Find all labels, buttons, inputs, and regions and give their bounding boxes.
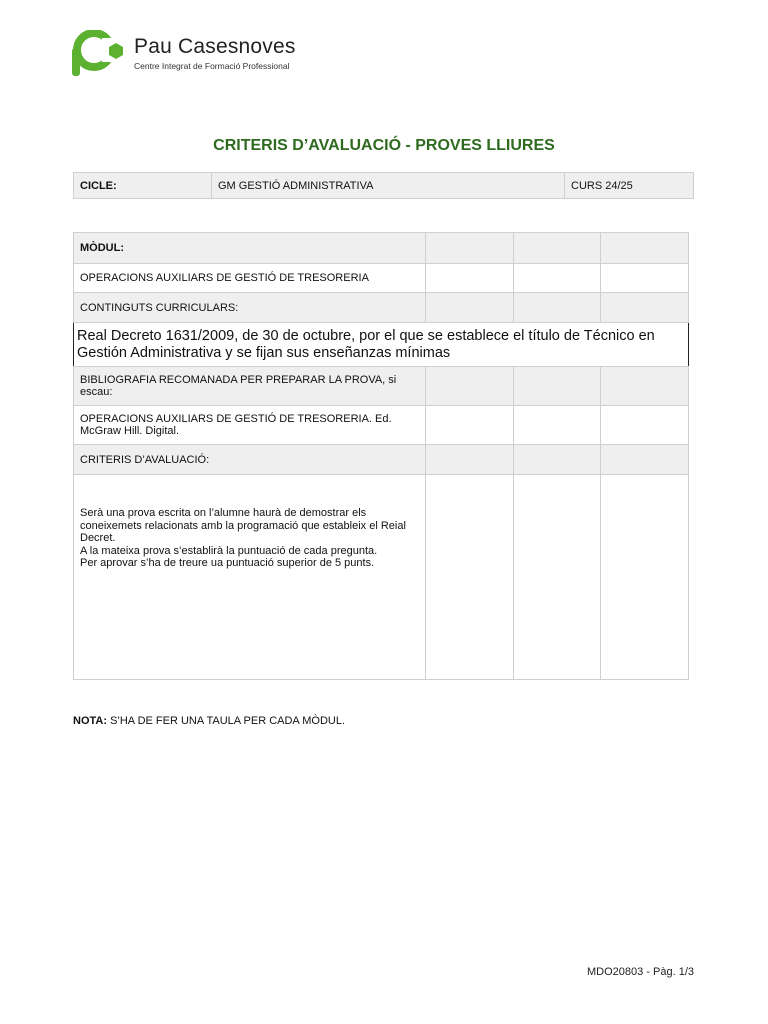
document-title: CRITERIS D’AVALUACIÓ - PROVES LLIURES — [213, 137, 555, 154]
bibliografia-value: OPERACIONS AUXILIARS DE GESTIÓ DE TRESORERIA. Ed. McGraw Hill. Digital. — [74, 406, 426, 445]
nota-label: NOTA: — [73, 715, 108, 727]
cicle-table — [73, 172, 694, 199]
pau-casesnoves-logo-icon — [72, 30, 128, 78]
curs-value: CURS 24/25 — [565, 173, 694, 199]
cicle-value: GM GESTIÓ ADMINISTRATIVA — [212, 173, 565, 199]
nota-note — [73, 715, 345, 727]
page-footer: MDO20803 - Pàg. 1/3 — [586, 966, 694, 978]
logo-name: Pau Casesnoves — [134, 35, 296, 58]
modul-label: MÒDUL: — [74, 233, 426, 264]
criteris-label: CRITERIS D’AVALUACIÓ: — [74, 445, 426, 475]
cicle-label: CICLE: — [74, 173, 212, 199]
continguts-value: Real Decreto 1631/2009, de 30 de octubre, por el que se establece el título de Técnico en Gestión Administrativa y se fijan sus enseñanzas mínimas — [74, 323, 689, 367]
nota-text: S’HA DE FER UNA TAULA PER CADA MÒDUL. — [107, 715, 346, 727]
school-logo — [72, 30, 342, 78]
continguts-label: CONTINGUTS CURRICULARS: — [74, 293, 426, 323]
modul-value: OPERACIONS AUXILIARS DE GESTIÓ DE TRESORERIA — [74, 264, 426, 293]
logo-subtitle: Centre Integrat de Formació Professional — [134, 61, 290, 71]
module-table — [73, 232, 689, 680]
bibliografia-label: BIBLIOGRAFIA RECOMANADA PER PREPARAR LA PROVA, si escau: — [74, 367, 426, 406]
criteris-value: Serà una prova escrita on l’alumne haurà de demostrar els coneixemets relacionats amb la programació que estableix el Reial Decret. A la mateixa prova s’establirà la puntuació de cada pregunta. Per aprovar s’ha de treure ua puntuació superior de 5 punts. — [80, 507, 406, 570]
